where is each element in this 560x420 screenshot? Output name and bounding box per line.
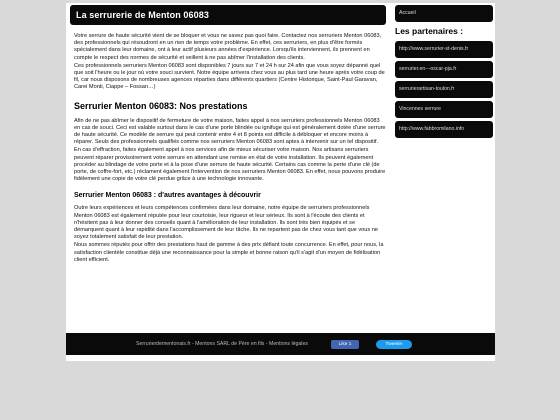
partner-link-4[interactable]: Vincennes serrure	[395, 101, 493, 118]
intro-paragraph-2: Ces professionnels serruriers Menton 06083 sont disponibles 7 jours sur 7 et 24 h sur 24 afin que vous soyez dépanné quel que soit l'heure ou le jour où votre souci survient. Notre équipe arrivera chez vous au plus tard une heure après votre coup de fil, car nous disposons de nombreuses agences réparties dans différents quartiers (Centre Historique, Saint-Paul Garavan, Carei Monti, Ciappe – Fossan…)	[74, 62, 385, 91]
sidebar	[395, 5, 493, 141]
twitter-tweet-button[interactable]: Tweeter	[376, 340, 412, 349]
avantages-paragraph-1: Outre leurs expériences et leurs compétences confirmées dans leur domaine, notre équipe de serruriers professionnels Menton 06083 est également réputée pour leur courtoisie, leur rigueur et leur sérieux. Ils sont à l'écoute des clients et n'hésitent pas à leur donner des conseils quant à l'amélioration de leur installation. Ils sont très bien équipés et se démarquent quant à leur rapidité dans l'accomplissement de leur tâche. Ils ne repartent pas de chez vous tant que vous ne soyez totalement satisfait de leur prestation.	[74, 205, 378, 241]
prestations-paragraph-1: Afin de ne pas abîmer le dispositif de fermeture de votre maison, faites appel à nos serruriers professionnels Menton 06083 en cas de souci. Ceci est valable surtout dans le cas d'une porte blindée ou ignifuge qui est généralement dotée d'une serrure de haute sécurité. Ce modèle de serrure qui peut contenir entre 4 et 8 points est difficile à débloquer et encore moins à réparer. Seuls des professionnels qualifiés comme nos serruriers Menton 06083 sont aptes à intervenir sur un tel dispositif.	[74, 117, 386, 146]
footer	[66, 333, 495, 355]
facebook-like-button[interactable]: Like 1	[331, 340, 359, 349]
section-prestations-heading: Serrurier Menton 06083: Nos prestations	[74, 100, 248, 111]
sidebar-home-link[interactable]: Accueil	[395, 5, 493, 22]
partner-link-2[interactable]: serrurier.en---oscar-pja.fr	[395, 61, 493, 78]
partner-link-1[interactable]: http://www.serrurier-st-denis.fr	[395, 41, 493, 58]
page-title: La serrurerie de Menton 06083	[70, 5, 386, 25]
partners-title: Les partenaires :	[395, 26, 464, 36]
page-container	[66, 3, 495, 361]
avantages-paragraph-2: Nous sommes réputés pour offrir des prestations haut de gamme à des prix défiant toute concurrence. En effet, pour nous, la satisfaction clientèle constitue déjà une reconnaissance pour la simple et bonne raison qu'il s'agit d'un moyen de fidélisation client efficient.	[74, 242, 384, 263]
prestations-paragraph-2: En cas d'effraction, faites également appel à nos services afin de mieux sécuriser votre maison. Nos artisans serruriers peuvent réparer provisoirement votre serrure en attendant une remise en état de votre installation. Ils peuvent également procéder au blindage de votre porte et à la pose d'une serrure de haute sécurité. Certains cas comme la perte d'une clé (de porte, de coffre-fort, etc.) réclament également l'intervention de nos serruriers Menton 06083. En effet, nous pouvons produire fidèlement une copie de votre clé perdue grâce à une technologie innovante.	[74, 147, 386, 183]
intro-paragraph-1: Votre serrure de haute sécurité vient de se bloquer et vous ne savez pas quoi faire. Contactez nos serruriers Menton 06083, des professionnels qui résoudront en un rien de temps votre problème. En effet, ces serruriers, en plus d'être formés spécialement dans leur domaine, ont à leur actif plusieurs années d'expérience. Lorsqu'ils interviennent, ils prennent en compte le respect des normes de sécurité et veillent à ne pas abîmer l'installation des clients.	[74, 33, 382, 61]
partner-link-3[interactable]: serrurierartisan-toulon.fr	[395, 81, 493, 98]
section-avantages-heading: Serrurier Menton 06083 : d'autres avantages à découvrir	[74, 192, 261, 200]
partner-link-5[interactable]: http://www.fabbromilano.info	[395, 121, 493, 138]
footer-text[interactable]: Serrurierdementonais.fr - Mentons SARL de Père en fils - Mentions légales	[136, 341, 308, 347]
main-content	[70, 5, 386, 265]
